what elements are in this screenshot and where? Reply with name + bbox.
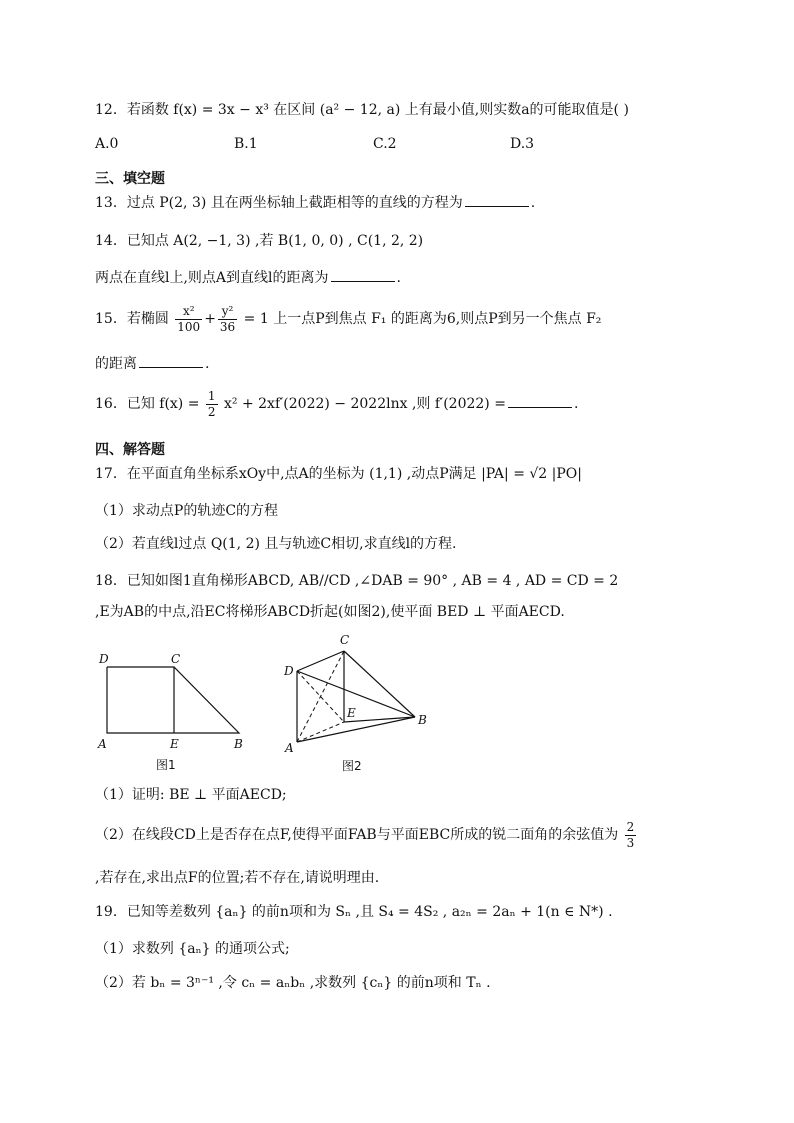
q13-end: .: [530, 195, 536, 211]
q15-line2: [95, 353, 209, 374]
section-fill-in: 三、填空题: [95, 171, 165, 187]
fraction-denominator: 100: [177, 319, 201, 334]
figure-2-folded: [278, 628, 438, 776]
point-label: A: [285, 741, 294, 755]
point-label: B: [418, 713, 427, 727]
answer-blank: [331, 267, 395, 282]
q19-stem: 19．已知等差数列 {aₙ} 的前n项和为 Sₙ ,且 S₄ = 4S₂ , a₂ₙ = 2aₙ + 1(n ∈ N*) .: [95, 904, 613, 920]
answer-blank: [139, 353, 203, 368]
q15-stem-rest: = 1 上一点P到焦点 F₁ 的距离为6,则点P到另一个焦点 F₂: [243, 311, 602, 327]
q17-part2: （2）若直线l过点 Q(1, 2) 且与轨迹C相切,求直线l的方程.: [95, 536, 457, 552]
q19-part1: （1）求数列 {aₙ} 的通项公式;: [95, 941, 290, 957]
q16-stem-rest: x² + 2xf′(2022) − 2022lnx ,则 f′(2022) =: [224, 396, 506, 412]
fraction-numerator: y²: [218, 304, 237, 320]
plus-sign: +: [204, 311, 216, 327]
q14-stem: 两点在直线l上,则点A到直线l的距离为: [95, 270, 329, 286]
q17-part1: （1）求动点P的轨迹C的方程: [95, 503, 279, 519]
point-label: D: [99, 652, 109, 666]
q18-stem-line1: 18．已知如图1直角梯形ABCD, AB//CD ,∠DAB = 90° , AB = 4 , AD = CD = 2: [95, 573, 619, 589]
fraction-two-thirds: [625, 820, 637, 851]
q16: [95, 387, 578, 421]
q13-stem: 13．过点 P(2, 3) 且在两坐标轴上截距相等的直线的方程为: [95, 195, 463, 211]
point-label: D: [284, 664, 294, 678]
q12-stem: 12．若函数 f(x) = 3x − x³ 在区间 (a² − 12, a) 上有最小值,则实数a的可能取值是( ): [95, 102, 629, 118]
answer-blank: [508, 393, 572, 408]
figure-caption: 图2: [342, 759, 362, 773]
fraction-denominator: 3: [626, 835, 635, 850]
point-label: C: [340, 633, 350, 647]
fraction-denominator: 36: [219, 319, 236, 334]
point-label: C: [171, 652, 181, 666]
point-label: B: [234, 737, 243, 751]
fraction-numerator: 1: [207, 388, 216, 403]
q17-stem: 17．在平面直角坐标系xOy中,点A的坐标为 (1,1) ,动点P满足 |PA| = √2 |PO|: [95, 466, 582, 482]
fraction-numerator: 2: [626, 819, 635, 834]
q15-stem-end: 的距离: [95, 356, 137, 372]
q18-part1: （1）证明: BE ⊥ 平面AECD;: [95, 787, 287, 803]
figure-1-trapezoid: [90, 645, 260, 775]
point-label: E: [170, 737, 179, 751]
q15-line1: [95, 302, 601, 336]
fraction-one-half: [206, 389, 218, 420]
q14-end: .: [396, 270, 401, 286]
section-answer: 四、解答题: [95, 442, 165, 458]
answer-blank: [465, 192, 529, 207]
q19-part2: （2）若 bₙ = 3ⁿ⁻¹ ,令 cₙ = aₙbₙ ,求数列 {cₙ} 的前n项和 Tₙ .: [95, 975, 491, 991]
point-label: E: [347, 706, 356, 720]
q12-option-b: B.1: [234, 136, 258, 152]
q16-end: .: [573, 396, 579, 412]
fraction-x2-100: [175, 304, 202, 335]
q16-stem: 16．已知 f(x) =: [95, 396, 200, 412]
q15-end: .: [205, 356, 210, 372]
fraction-denominator: 2: [207, 404, 216, 419]
q15-stem: 15．若椭圆: [95, 311, 169, 327]
q14-line2: [95, 267, 401, 288]
point-label: A: [98, 737, 107, 751]
q18-stem-line2: ,E为AB的中点,沿EC将梯形ABCD折起(如图2),使平面 BED ⊥ 平面AECD.: [95, 604, 565, 620]
q12-option-d: D.3: [510, 136, 535, 152]
fraction-y2-36: [218, 304, 237, 335]
fraction-numerator: x²: [175, 304, 202, 320]
q12-option-c: C.2: [373, 136, 397, 152]
q18-part2-stem: （2）在线段CD上是否存在点F,使得平面FAB与平面EBC所成的锐二面角的余弦值为: [95, 827, 619, 843]
q14-line1: 14．已知点 A(2, −1, 3) ,若 B(1, 0, 0) , C(1, 2, 2): [95, 233, 424, 249]
q13: [95, 192, 535, 213]
q18-part2-line1: [95, 817, 638, 853]
q12-option-a: A.0: [95, 136, 119, 152]
q18-part2-line2: ,若存在,求出点F的位置;若不存在,请说明理由.: [95, 870, 380, 886]
figure-caption: 图1: [156, 758, 176, 772]
